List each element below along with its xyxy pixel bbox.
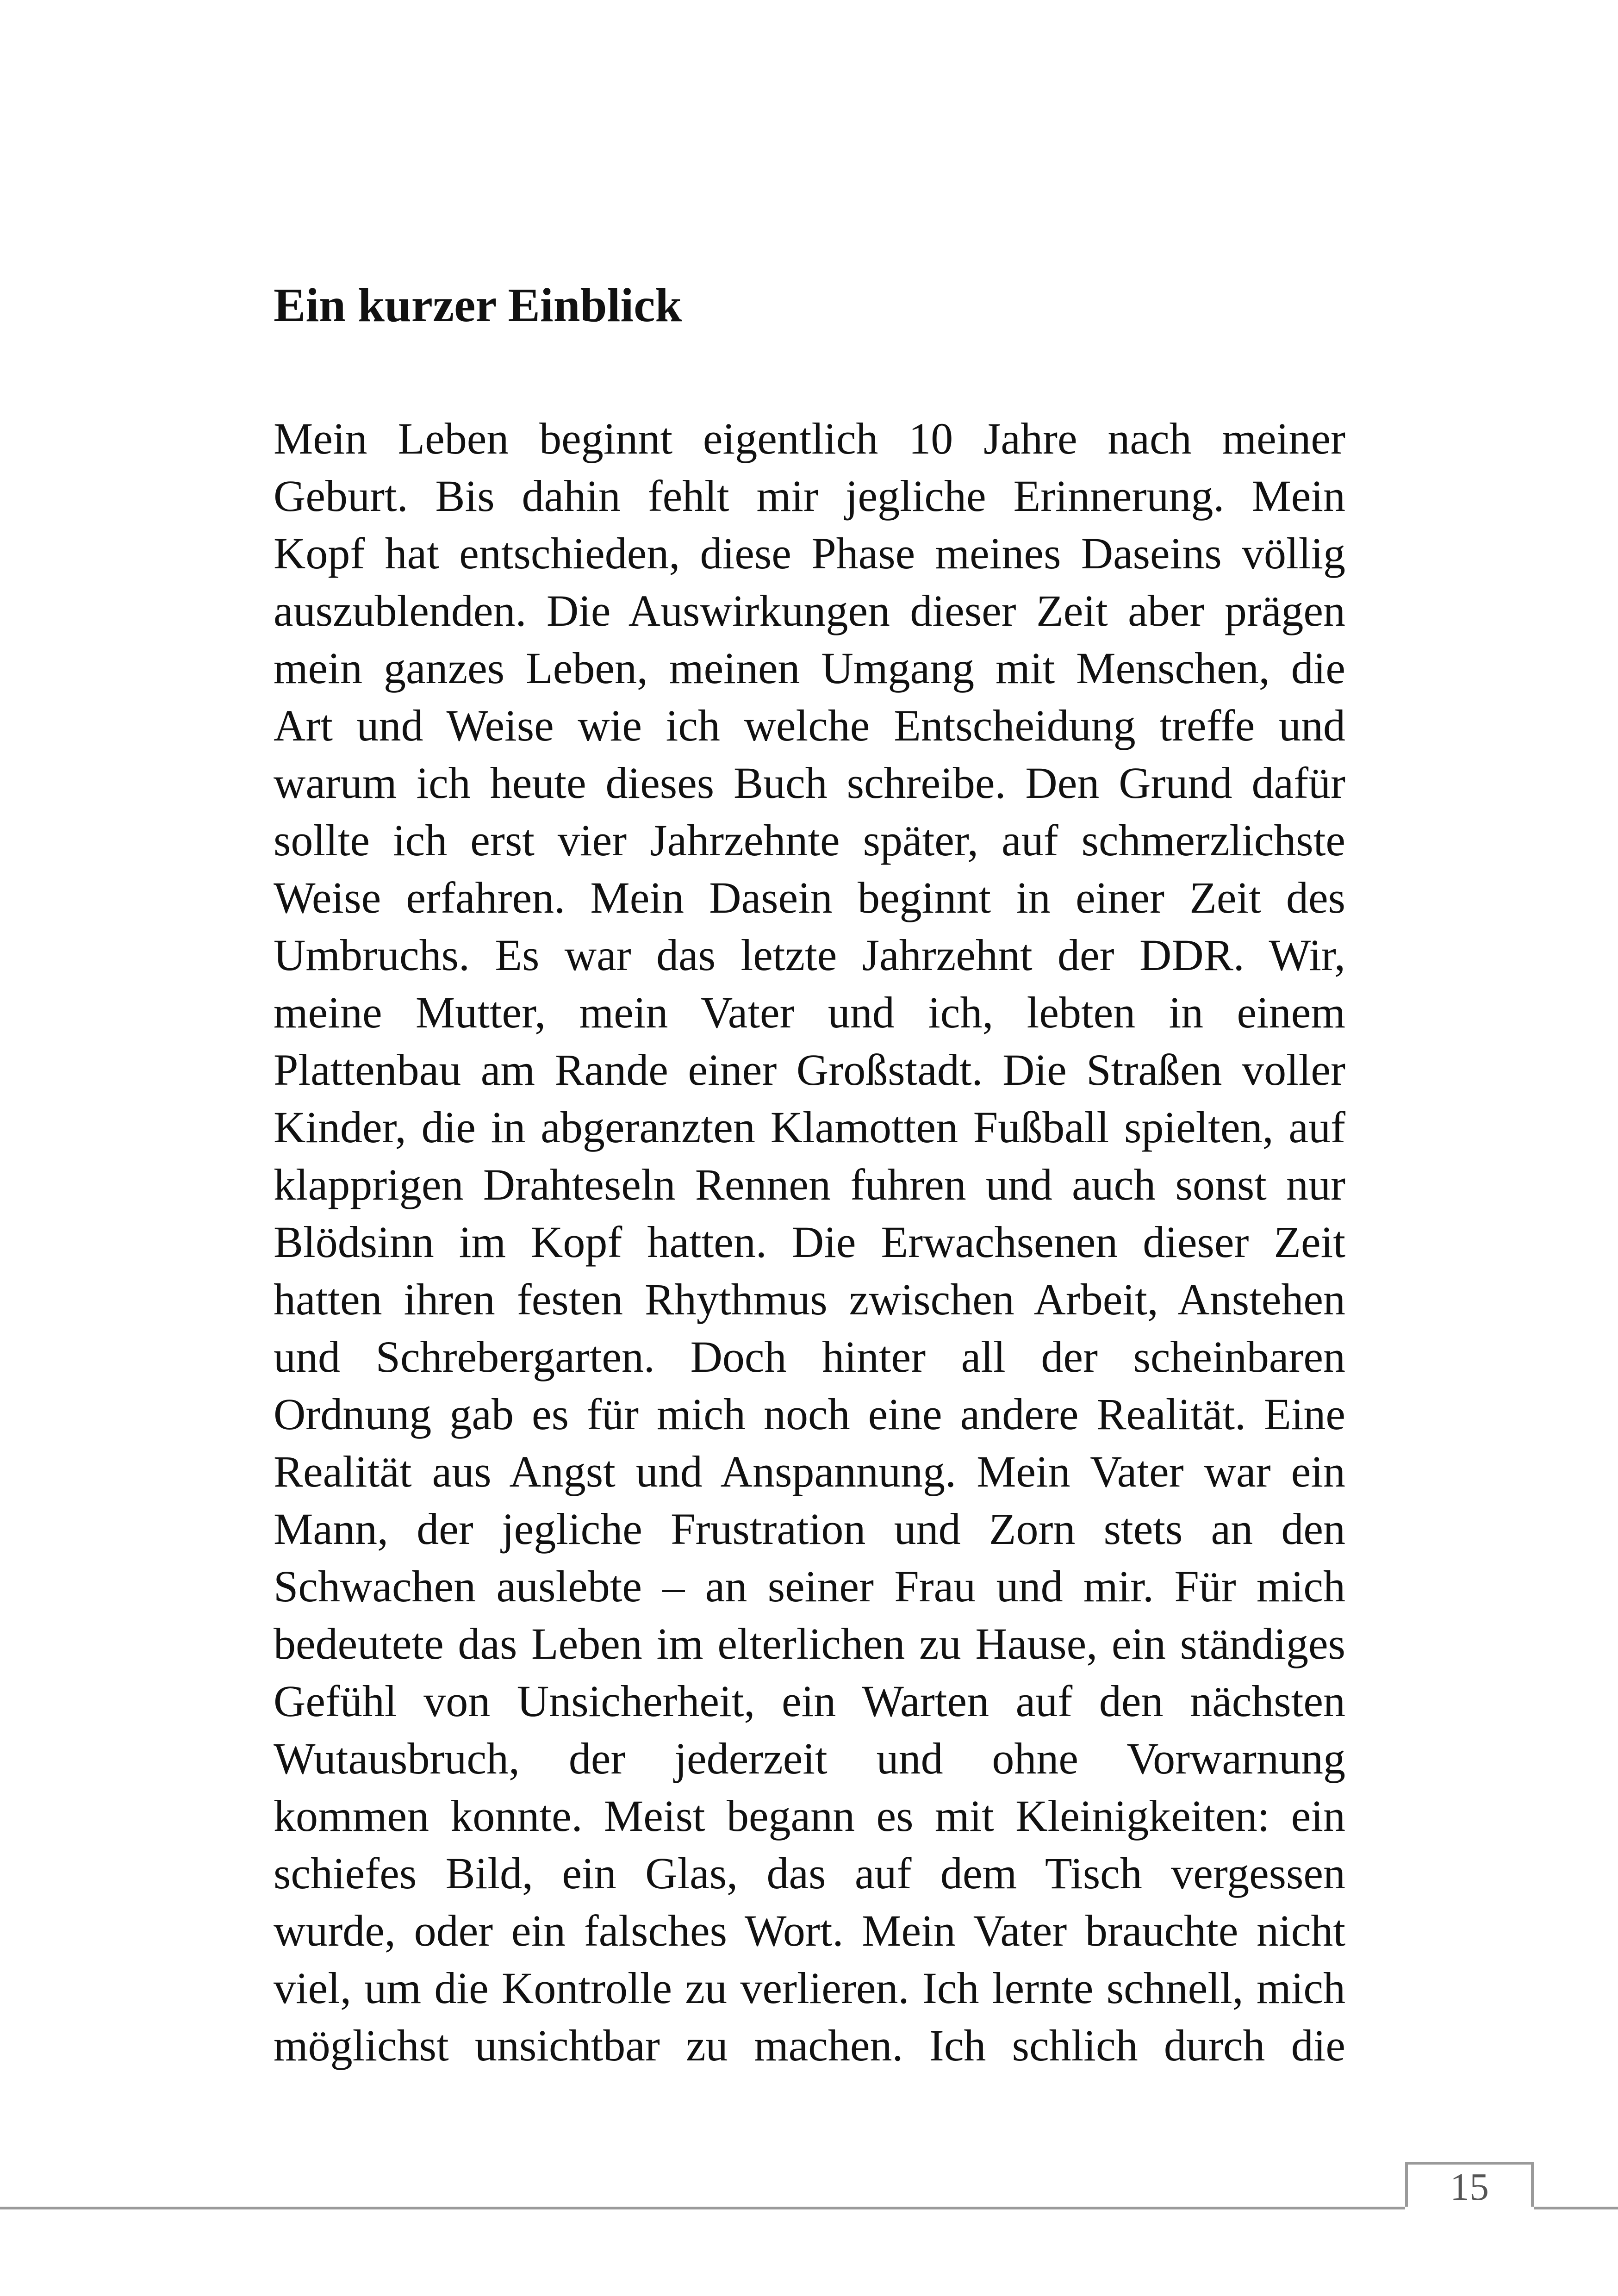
text-line: sollte ich erst vier Jahrzehnte später, auf schmerzlichste — [274, 815, 1345, 865]
text-line: warum ich heute dieses Buch schreibe. Den Grund dafür — [274, 758, 1345, 808]
text-line: Wutausbruch, der jederzeit und ohne Vorwarnung — [274, 1734, 1345, 1783]
text-line: Kinder, die in abgeranzten Klamotten Fußball spielten, auf — [274, 1102, 1345, 1152]
page-number: 15 — [1450, 2165, 1489, 2209]
text-line: kommen konnte. Meist begann es mit Kleinigkeiten: ein — [274, 1791, 1345, 1841]
text-line: bedeutete das Leben im elterlichen zu Hause, ein ständiges — [274, 1619, 1345, 1668]
text-line: wurde, oder ein falsches Wort. Mein Vater brauchte nicht — [274, 1906, 1345, 1955]
text-line: Mein Leben beginnt eigentlich 10 Jahre nach meiner — [274, 414, 1345, 463]
text-line: meine Mutter, mein Vater und ich, lebten in einem — [274, 988, 1345, 1037]
footer-rule — [0, 2207, 1405, 2209]
text-line: möglichst unsichtbar zu machen. Ich schlich durch die — [274, 2021, 1345, 2070]
text-line: hatten ihren festen Rhythmus zwischen Arbeit, Anstehen — [274, 1275, 1345, 1324]
text-line: mein ganzes Leben, meinen Umgang mit Menschen, die — [274, 643, 1345, 693]
footer-rule — [1534, 2207, 1618, 2209]
text-line: viel, um die Kontrolle zu verlieren. Ich lernte schnell, mich — [274, 1963, 1345, 2013]
text-line: Geburt. Bis dahin fehlt mir jegliche Erinnerung. Mein — [274, 471, 1345, 521]
text-line: schiefes Bild, ein Glas, das auf dem Tisch vergessen — [274, 1848, 1345, 1898]
text-line: Mann, der jegliche Frustration und Zorn stets an den — [274, 1504, 1345, 1554]
text-line: Weise erfahren. Mein Dasein beginnt in einer Zeit des — [274, 873, 1345, 922]
text-line: Plattenbau am Rande einer Großstadt. Die Straßen voller — [274, 1045, 1345, 1095]
text-line: klapprigen Drahteseln Rennen fuhren und auch sonst nur — [274, 1160, 1345, 1209]
text-line: Gefühl von Unsicherheit, ein Warten auf den nächsten — [274, 1676, 1345, 1726]
text-line: Ordnung gab es für mich noch eine andere Realität. Eine — [274, 1389, 1345, 1439]
text-line: Schwachen auslebte – an seiner Frau und mir. Für mich — [274, 1562, 1345, 1611]
text-line: Umbruchs. Es war das letzte Jahrzehnt der DDR. Wir, — [274, 930, 1345, 980]
text-line: Blödsinn im Kopf hatten. Die Erwachsenen dieser Zeit — [274, 1217, 1345, 1267]
body-text — [274, 410, 1345, 2074]
text-line: Realität aus Angst und Anspannung. Mein Vater war ein — [274, 1447, 1345, 1496]
text-line: Kopf hat entschieden, diese Phase meines Daseins völlig — [274, 529, 1345, 578]
chapter-title: Ein kurzer Einblick — [274, 279, 682, 332]
text-line: und Schrebergarten. Doch hinter all der scheinbaren — [274, 1332, 1345, 1381]
text-line: Art und Weise wie ich welche Entscheidung treffe und — [274, 701, 1345, 750]
text-line: auszublenden. Die Auswirkungen dieser Zeit aber prägen — [274, 586, 1345, 635]
